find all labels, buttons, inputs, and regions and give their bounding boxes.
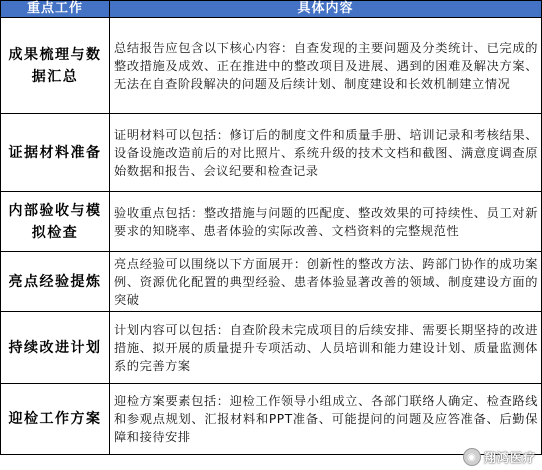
header-key-work: 重点工作: [1, 1, 110, 18]
content-cell: 验收重点包括：整改措施与问题的匹配度、整改效果的可持续性、员工对新要求的知晓率、患者体验的实际改善、文档资料的完整规范性: [110, 192, 542, 252]
task-cell: 内部验收与模拟检查: [1, 192, 110, 252]
table-row: [1, 312, 542, 384]
task-cell: 亮点经验提炼: [1, 252, 110, 312]
task-cell: 成果梳理与数据汇总: [1, 18, 110, 114]
table-row: [1, 18, 542, 114]
table-row: [1, 192, 542, 252]
task-cell: 证据材料准备: [1, 114, 110, 192]
header-details: 具体内容: [110, 1, 542, 18]
header-row: [1, 1, 542, 18]
weibo-icon: ◉: [463, 448, 481, 466]
watermark: [463, 448, 536, 466]
content-cell: 迎检方案要素包括：迎检工作领导小组成立、各部门联络人确定、检查路线和参观点规划、汇报材料和PPT准备、可能提问的问题及应答准备、后勤保障和接待安排: [110, 384, 542, 455]
task-cell: 持续改进计划: [1, 312, 110, 384]
content-cell: 总结报告应包含以下核心内容：自查发现的主要问题及分类统计、已完成的整改措施及成效、正在推进中的整改项目及进展、遇到的困难及解决方案、无法在自查阶段解决的问题及后续计划、制度建设和长效机制建立情况: [110, 18, 542, 114]
table-row: [1, 384, 542, 455]
watermark-text: 翔鸿医疗: [483, 450, 536, 465]
table-row: [1, 252, 542, 312]
content-cell: 证明材料可以包括：修订后的制度文件和质量手册、培训记录和考核结果、设备设施改造前后的对比照片、系统升级的技术文档和截图、满意度调查原始数据和报告、会议纪要和检查记录: [110, 114, 542, 192]
content-cell: 亮点经验可以围绕以下方面展开：创新性的整改方法、跨部门协作的成功案例、资源优化配置的典型经验、患者体验显著改善的领域、制度建设方面的突破: [110, 252, 542, 312]
content-cell: 计划内容可以包括：自查阶段未完成项目的后续安排、需要长期坚持的改进措施、拟开展的质量提升专项活动、人员培训和能力建设计划、质量监测体系的完善方案: [110, 312, 542, 384]
table-row: [1, 114, 542, 192]
task-cell: 迎检工作方案: [1, 384, 110, 455]
